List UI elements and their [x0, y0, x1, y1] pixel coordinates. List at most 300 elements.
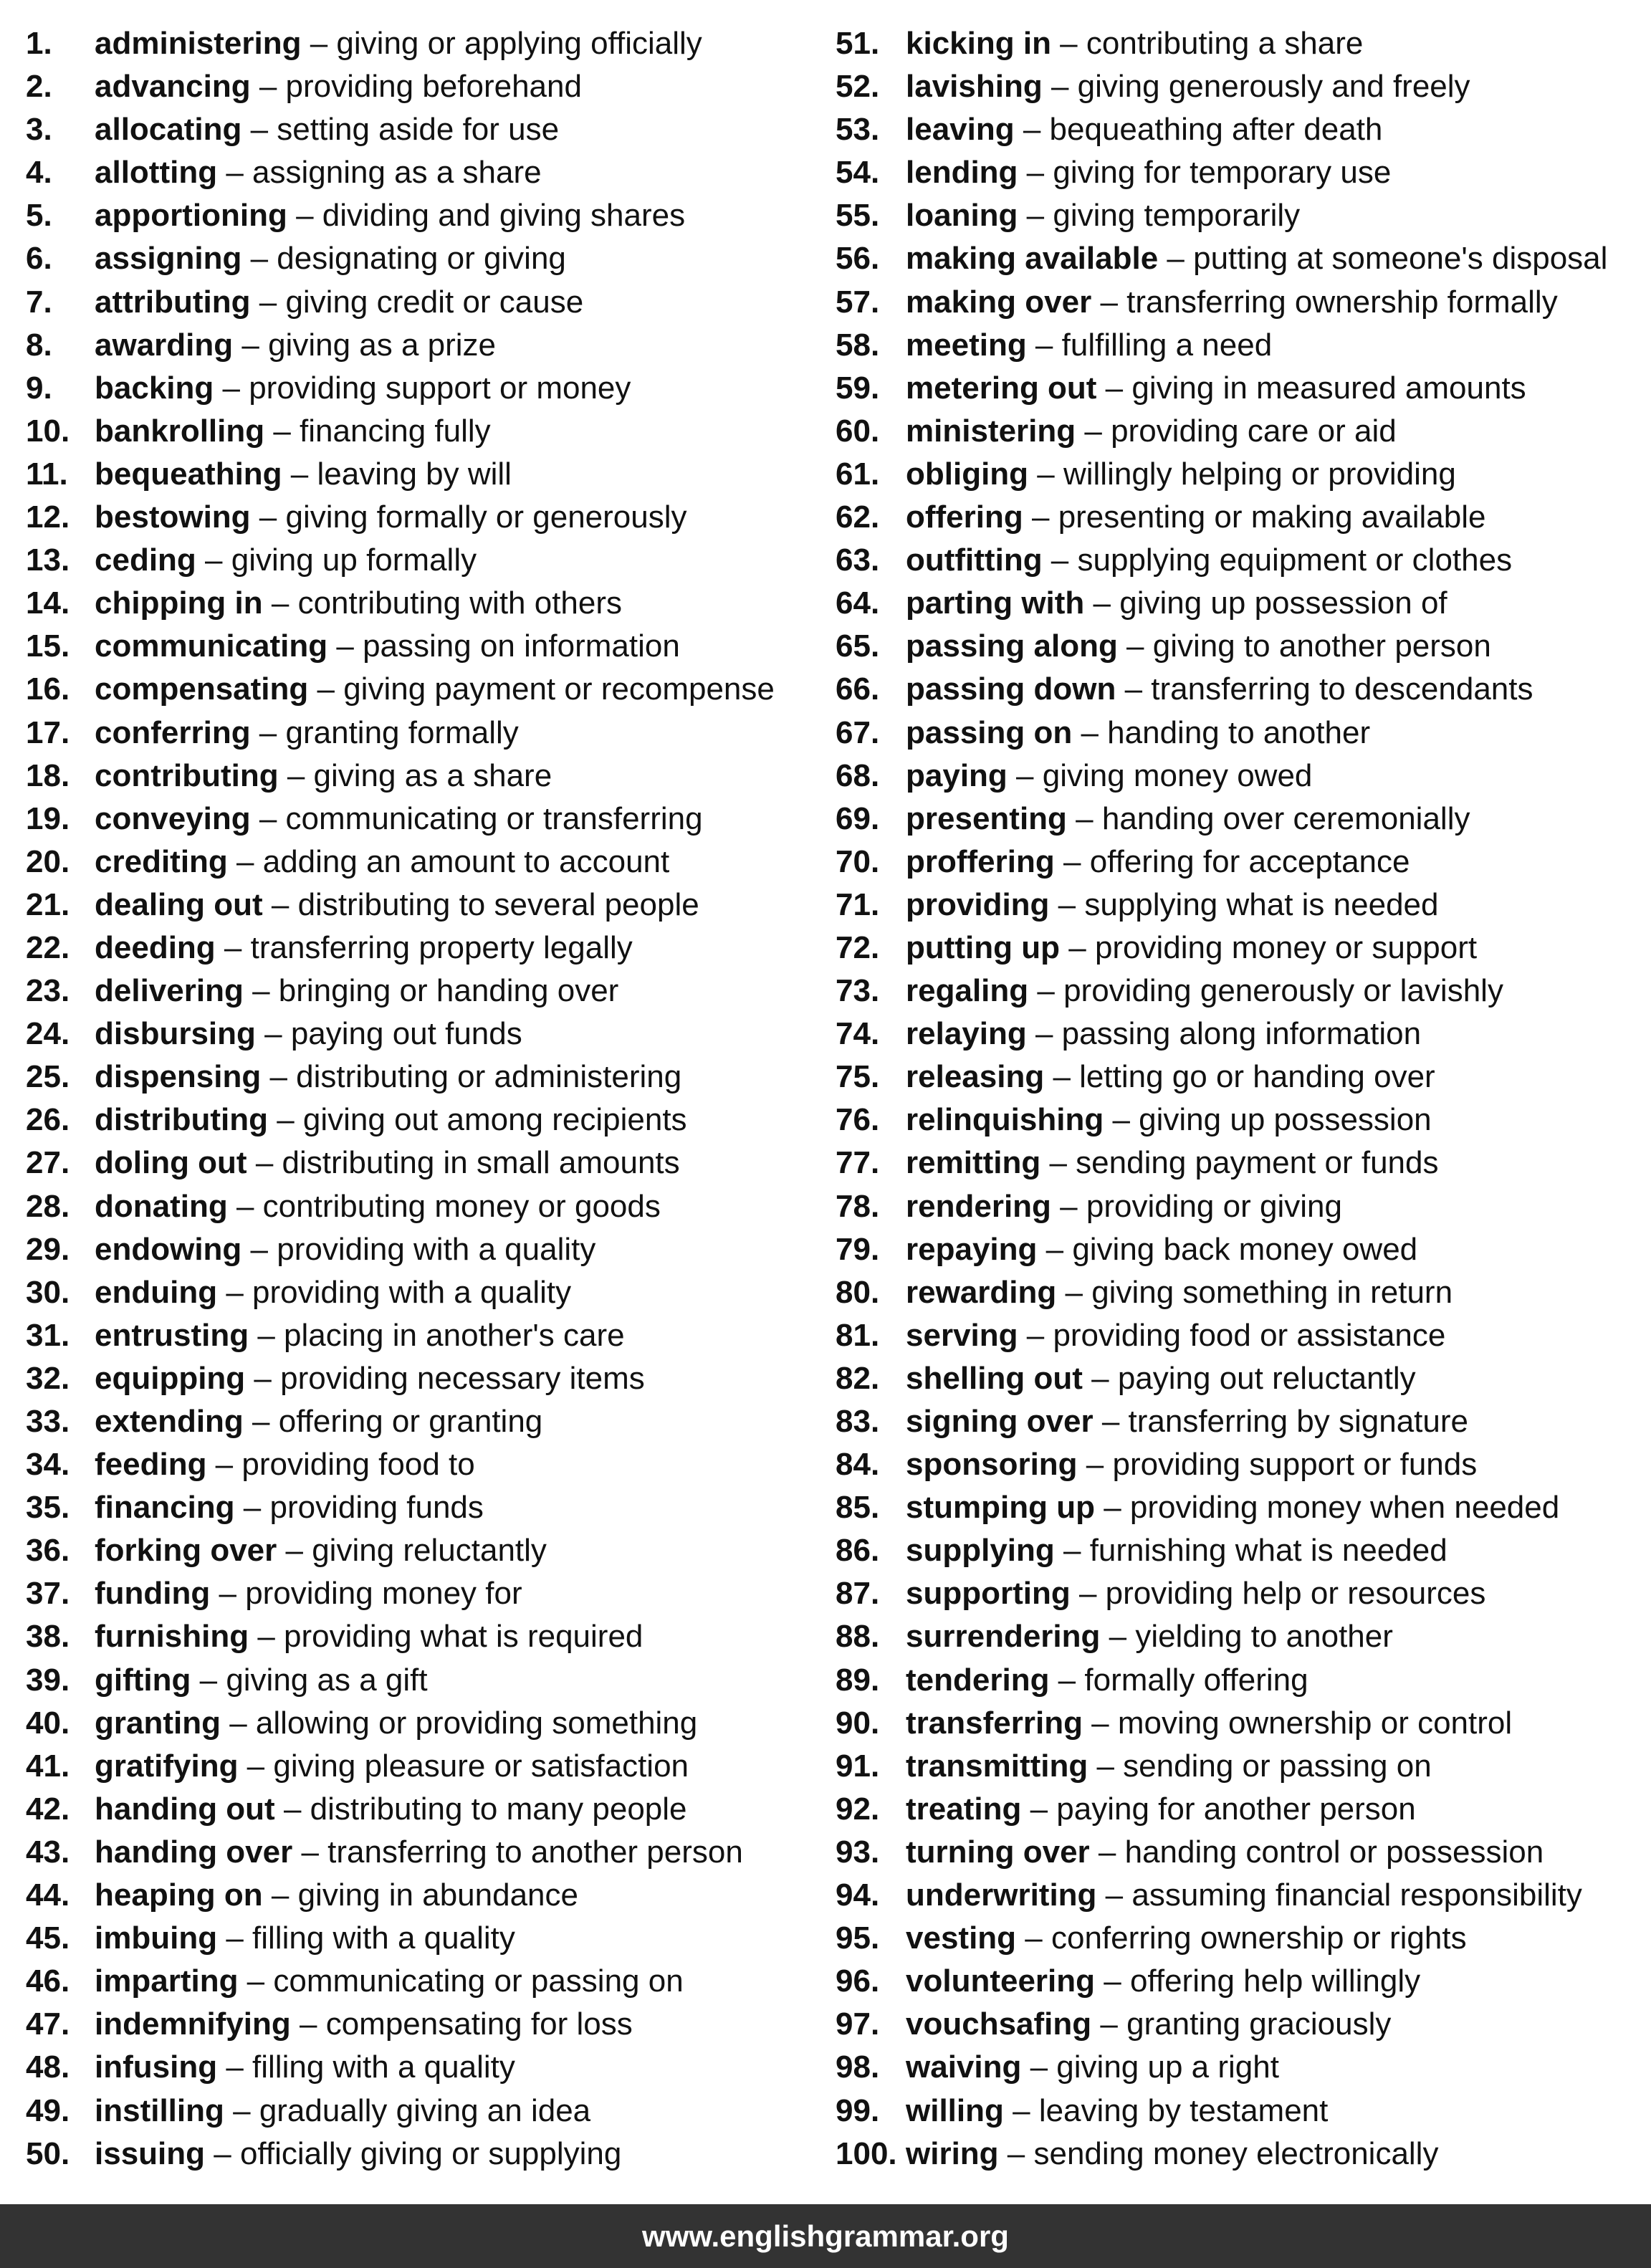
entry-number: 83. [836, 1404, 880, 1439]
entry-definition: handing control or possession [1124, 1834, 1544, 1870]
entry-definition: distributing to several people [297, 886, 699, 922]
entry-definition: officially giving or supplying [239, 2135, 622, 2171]
entry-separator: – [1056, 1274, 1092, 1310]
entry-definition: filling with a quality [252, 2049, 515, 2085]
entry-number: 31. [26, 1317, 70, 1353]
list-item [836, 2090, 1642, 2133]
list-item [836, 151, 1642, 194]
entry-term: putting up [906, 929, 1061, 965]
entry-term: regaling [906, 973, 1029, 1009]
entry-term: lavishing [906, 69, 1043, 105]
entry-number: 78. [836, 1188, 880, 1224]
entry-number: 49. [26, 2092, 70, 2128]
entry-separator: – [1051, 26, 1086, 61]
entry-number: 81. [836, 1317, 880, 1353]
entry-number: 86. [836, 1533, 880, 1569]
entry-definition: contributing a share [1086, 26, 1364, 61]
entry-term: distributing [95, 1102, 268, 1138]
entry-number: 48. [26, 2049, 70, 2085]
entry-term: doling out [95, 1145, 247, 1181]
entry-separator: – [282, 456, 317, 492]
list-item [26, 237, 821, 280]
entry-definition: conferring ownership or rights [1051, 1920, 1467, 1956]
list-item [26, 65, 821, 108]
entry-term: rendering [906, 1188, 1051, 1224]
entry-separator: – [274, 1791, 310, 1827]
entry-term: repaying [906, 1231, 1038, 1267]
entry-number: 93. [836, 1834, 880, 1870]
entry-separator: – [1096, 370, 1132, 406]
entry-separator: – [1076, 413, 1111, 449]
word-list-left-column [26, 22, 821, 2176]
entry-separator: – [1016, 1920, 1051, 1956]
entry-number: 39. [26, 1662, 70, 1698]
entry-definition: providing funds [269, 1490, 484, 1526]
entry-term: dispensing [95, 1059, 262, 1095]
entry-number: 14. [26, 585, 70, 621]
list-item [26, 755, 821, 798]
entry-separator: – [241, 112, 277, 148]
entry-definition: providing support or money [249, 370, 631, 406]
entry-definition: transferring to another person [327, 1834, 743, 1870]
entry-term: metering out [906, 370, 1097, 406]
entry-separator: – [250, 800, 286, 836]
entry-separator: – [308, 671, 344, 707]
entry-separator: – [1051, 1188, 1086, 1224]
entry-separator: – [250, 284, 286, 320]
entry-number: 61. [836, 456, 880, 492]
entry-term: infusing [95, 2049, 218, 2085]
list-item [836, 1486, 1642, 1529]
entry-number: 21. [26, 886, 70, 922]
entry-definition: giving generously and freely [1077, 69, 1470, 105]
entry-separator: – [1023, 499, 1058, 535]
entry-term: conveying [95, 800, 251, 836]
list-item [26, 1659, 821, 1702]
entry-separator: – [206, 1447, 242, 1483]
entry-number: 38. [26, 1619, 70, 1655]
list-item [26, 1443, 821, 1486]
entry-term: instilling [95, 2092, 224, 2128]
entry-term: proffering [906, 843, 1055, 879]
entry-number: 34. [26, 1447, 70, 1483]
entry-separator: – [267, 1102, 303, 1138]
list-item [26, 712, 821, 755]
list-item [26, 2133, 821, 2176]
entry-term: stumping up [906, 1490, 1095, 1526]
list-item [26, 1142, 821, 1185]
entry-separator: – [247, 1145, 282, 1181]
entry-definition: presenting or making available [1058, 499, 1486, 535]
list-item [26, 2046, 821, 2089]
entry-definition: furnishing what is needed [1089, 1533, 1447, 1569]
list-item [26, 1960, 821, 2003]
list-item [836, 2046, 1642, 2089]
list-item [26, 625, 821, 668]
entry-separator: – [1026, 327, 1062, 363]
entry-separator: – [1049, 1662, 1085, 1698]
entry-definition: bringing or handing over [278, 973, 619, 1009]
entry-term: feeding [95, 1447, 207, 1483]
list-item [836, 1615, 1642, 1658]
entry-term: compensating [95, 671, 309, 707]
list-item [26, 1831, 821, 1874]
footer-bar [0, 2204, 1651, 2268]
entry-number: 8. [26, 327, 52, 363]
entry-definition: giving up a right [1056, 2049, 1279, 2085]
list-item [26, 1788, 821, 1831]
list-item [836, 496, 1642, 539]
entry-number: 57. [836, 284, 880, 320]
list-item [26, 1874, 821, 1917]
entry-definition: sending money electronically [1033, 2135, 1439, 2171]
entry-term: supplying [906, 1533, 1055, 1569]
entry-term: offering [906, 499, 1023, 535]
list-item [26, 1702, 821, 1745]
list-item [836, 108, 1642, 151]
entry-number: 28. [26, 1188, 70, 1224]
entry-number: 90. [836, 1705, 880, 1741]
entry-separator: – [262, 585, 298, 621]
entry-separator: – [217, 2049, 253, 2085]
entry-number: 19. [26, 800, 70, 836]
entry-definition: supplying what is needed [1084, 886, 1439, 922]
list-item [836, 1443, 1642, 1486]
entry-number: 59. [836, 370, 880, 406]
list-item [26, 151, 821, 194]
entry-separator: – [1054, 1533, 1090, 1569]
entry-separator: – [1042, 542, 1078, 578]
entry-definition: assigning as a share [252, 155, 542, 191]
entry-term: releasing [906, 1059, 1045, 1095]
entry-number: 97. [836, 2006, 880, 2042]
entry-separator: – [261, 1059, 297, 1095]
list-item [836, 1228, 1642, 1271]
entry-separator: – [1040, 1145, 1076, 1181]
entry-definition: transferring ownership formally [1126, 284, 1558, 320]
entry-term: transmitting [906, 1748, 1088, 1784]
entry-number: 98. [836, 2049, 880, 2085]
list-item [26, 1013, 821, 1056]
entry-definition: transferring property legally [250, 929, 633, 965]
entry-number: 85. [836, 1490, 880, 1526]
entry-number: 3. [26, 112, 52, 148]
entry-number: 68. [836, 757, 880, 793]
entry-term: gifting [95, 1662, 191, 1698]
entry-separator: – [205, 2135, 240, 2171]
entry-separator: – [241, 1231, 277, 1267]
entry-number: 40. [26, 1705, 70, 1741]
entry-number: 32. [26, 1360, 70, 1396]
entry-term: vesting [906, 1920, 1017, 1956]
entry-number: 69. [836, 800, 880, 836]
entry-separator: – [1117, 628, 1153, 664]
entry-number: 73. [836, 973, 880, 1009]
list-item [26, 2003, 821, 2046]
entry-number: 6. [26, 241, 52, 277]
entry-number: 42. [26, 1791, 70, 1827]
entry-definition: contributing with others [297, 585, 623, 621]
entry-term: furnishing [95, 1619, 249, 1655]
entry-number: 67. [836, 714, 880, 750]
entry-term: ministering [906, 413, 1076, 449]
entry-term: vouchsafing [906, 2006, 1092, 2042]
entry-number: 62. [836, 499, 880, 535]
entry-number: 10. [26, 413, 70, 449]
entry-number: 58. [836, 327, 880, 363]
entry-separator: – [1054, 843, 1090, 879]
list-item [26, 496, 821, 539]
entry-definition: passing along information [1061, 1016, 1422, 1052]
entry-number: 96. [836, 1963, 880, 1999]
entry-definition: paying for another person [1056, 1791, 1416, 1827]
entry-separator: – [1089, 1834, 1125, 1870]
entry-separator: – [287, 198, 322, 234]
entry-term: indemnifying [95, 2006, 291, 2042]
list-item [836, 712, 1642, 755]
entry-number: 65. [836, 628, 880, 664]
entry-number: 87. [836, 1576, 880, 1612]
entry-separator: – [1018, 198, 1053, 234]
entry-number: 24. [26, 1016, 70, 1052]
list-item [26, 453, 821, 496]
entry-term: wiring [906, 2135, 999, 2171]
entry-separator: – [1091, 2006, 1127, 2042]
entry-term: bequeathing [95, 456, 282, 492]
entry-definition: providing beforehand [285, 69, 582, 105]
entry-term: kicking in [906, 26, 1051, 61]
entry-term: waiving [906, 2049, 1022, 2085]
entry-term: contributing [95, 757, 279, 793]
entry-separator: – [998, 2135, 1034, 2171]
entry-definition: giving for temporary use [1053, 155, 1392, 191]
entry-definition: paying out funds [290, 1016, 522, 1052]
entry-term: dealing out [95, 886, 263, 922]
list-item [26, 1400, 821, 1443]
entry-term: entrusting [95, 1317, 249, 1353]
footer-website: www.englishgrammar.org [642, 2219, 1009, 2253]
entry-separator: – [1042, 69, 1078, 105]
entry-definition: bequeathing after death [1049, 112, 1383, 148]
entry-separator: – [1021, 1791, 1057, 1827]
entry-definition: gradually giving an idea [259, 2092, 591, 2128]
entry-definition: giving something in return [1091, 1274, 1453, 1310]
entry-separator: – [250, 714, 286, 750]
entry-separator: – [1021, 2049, 1057, 2085]
entry-separator: – [233, 327, 269, 363]
entry-term: supporting [906, 1576, 1071, 1612]
entry-term: meeting [906, 327, 1027, 363]
list-item [836, 1917, 1642, 1960]
entry-separator: – [214, 370, 249, 406]
entry-definition: paying out reluctantly [1117, 1360, 1416, 1396]
entry-separator: – [1037, 1231, 1073, 1267]
entry-definition: transferring by signature [1128, 1404, 1468, 1439]
entry-term: financing [95, 1490, 235, 1526]
entry-definition: providing help or resources [1105, 1576, 1486, 1612]
list-item [26, 1529, 821, 1572]
entry-number: 77. [836, 1145, 880, 1181]
entry-definition: giving up possession of [1119, 585, 1447, 621]
entry-definition: giving money owed [1042, 757, 1313, 793]
list-item [836, 281, 1642, 324]
entry-separator: – [278, 757, 314, 793]
entry-term: outfitting [906, 542, 1043, 578]
entry-separator: – [1070, 1576, 1106, 1612]
entry-definition: placing in another's care [284, 1317, 625, 1353]
entry-separator: – [245, 1360, 281, 1396]
entry-term: apportioning [95, 198, 287, 234]
entry-definition: giving up formally [231, 542, 477, 578]
entry-definition: offering help willingly [1129, 1963, 1421, 1999]
entry-number: 75. [836, 1059, 880, 1095]
entry-number: 12. [26, 499, 70, 535]
entry-separator: – [1007, 757, 1043, 793]
entry-separator: – [1018, 155, 1053, 191]
entry-number: 71. [836, 886, 880, 922]
entry-term: gratifying [95, 1748, 239, 1784]
list-item [26, 1357, 821, 1400]
entry-number: 92. [836, 1791, 880, 1827]
entry-number: 11. [26, 456, 68, 492]
entry-term: making over [906, 284, 1092, 320]
entry-number: 9. [26, 370, 52, 406]
entry-number: 63. [836, 542, 880, 578]
entry-number: 43. [26, 1834, 70, 1870]
entry-definition: designating or giving [277, 241, 566, 277]
list-item [836, 1357, 1642, 1400]
list-item [836, 22, 1642, 65]
entry-term: handing over [95, 1834, 293, 1870]
entry-number: 36. [26, 1533, 70, 1569]
entry-number: 44. [26, 1877, 70, 1913]
entry-definition: setting aside for use [277, 112, 560, 148]
entry-term: volunteering [906, 1963, 1096, 1999]
entry-number: 55. [836, 198, 880, 234]
entry-separator: – [1082, 1705, 1118, 1741]
entry-separator: – [1028, 973, 1064, 1009]
entry-definition: providing support or funds [1112, 1447, 1478, 1483]
entry-number: 30. [26, 1274, 70, 1310]
entry-term: donating [95, 1188, 228, 1224]
list-item [836, 1960, 1642, 2003]
entry-definition: giving temporarily [1053, 198, 1301, 234]
entry-separator: – [191, 1662, 226, 1698]
entry-term: making available [906, 241, 1159, 277]
entry-separator: – [217, 1920, 253, 1956]
entry-separator: – [249, 1317, 284, 1353]
entry-definition: providing food to [241, 1447, 475, 1483]
entry-term: equipping [95, 1360, 246, 1396]
entry-term: transferring [906, 1705, 1083, 1741]
entry-separator: – [215, 929, 251, 965]
entry-definition: supplying equipment or clothes [1077, 542, 1513, 578]
entry-separator: – [1100, 1619, 1136, 1655]
entry-term: awarding [95, 327, 234, 363]
entry-term: heaping on [95, 1877, 263, 1913]
entry-separator: – [196, 542, 231, 578]
entry-definition: compensating for loss [325, 2006, 633, 2042]
entry-number: 64. [836, 585, 880, 621]
entry-number: 2. [26, 69, 52, 105]
entry-term: willing [906, 2092, 1004, 2128]
entry-number: 7. [26, 284, 52, 320]
entry-separator: – [1044, 1059, 1080, 1095]
list-item [836, 798, 1642, 841]
list-item [836, 1874, 1642, 1917]
list-item [836, 237, 1642, 280]
entry-term: treating [906, 1791, 1022, 1827]
list-item [836, 410, 1642, 453]
entry-term: shelling out [906, 1360, 1083, 1396]
entry-definition: giving out among recipients [302, 1102, 687, 1138]
list-item [26, 798, 821, 841]
entry-definition: filling with a quality [252, 1920, 515, 1956]
list-item [836, 1013, 1642, 1056]
entry-number: 54. [836, 155, 880, 191]
entry-separator: – [249, 1619, 284, 1655]
entry-term: remitting [906, 1145, 1041, 1181]
entry-number: 18. [26, 757, 70, 793]
entry-definition: giving up possession [1139, 1102, 1432, 1138]
list-item [26, 668, 821, 711]
entry-number: 53. [836, 112, 880, 148]
list-item [26, 1056, 821, 1099]
list-item [26, 1615, 821, 1658]
entry-separator: – [290, 2006, 326, 2042]
list-item [836, 1572, 1642, 1615]
entry-definition: giving credit or cause [285, 284, 584, 320]
list-item [26, 1572, 821, 1615]
list-item [26, 194, 821, 237]
entry-separator: – [250, 499, 286, 535]
entry-definition: sending or passing on [1123, 1748, 1432, 1784]
entry-separator: – [255, 1016, 291, 1052]
entry-term: ceding [95, 542, 196, 578]
entry-separator: – [1084, 585, 1120, 621]
list-item [26, 539, 821, 582]
entry-definition: providing care or aid [1111, 413, 1397, 449]
entry-term: assigning [95, 241, 242, 277]
entry-number: 35. [26, 1490, 70, 1526]
entry-separator: – [1096, 1877, 1132, 1913]
list-item [26, 22, 821, 65]
entry-separator: – [1014, 112, 1050, 148]
entry-term: attributing [95, 284, 251, 320]
entry-separator: – [1104, 1102, 1139, 1138]
entry-term: signing over [906, 1404, 1094, 1439]
entry-definition: communicating or transferring [285, 800, 703, 836]
entry-definition: dividing and giving shares [322, 198, 686, 234]
entry-separator: – [241, 241, 277, 277]
entry-number: 17. [26, 714, 70, 750]
entry-number: 60. [836, 413, 880, 449]
entry-separator: – [277, 1533, 312, 1569]
entry-term: serving [906, 1317, 1018, 1353]
entry-separator: – [292, 1834, 328, 1870]
entry-definition: giving formally or generously [285, 499, 687, 535]
entry-term: passing down [906, 671, 1116, 707]
entry-number: 41. [26, 1748, 70, 1784]
entry-separator: – [1082, 1360, 1118, 1396]
entry-number: 95. [836, 1920, 880, 1956]
entry-number: 15. [26, 628, 70, 664]
entry-definition: providing what is required [284, 1619, 643, 1655]
list-item [26, 1486, 821, 1529]
list-item [836, 65, 1642, 108]
list-item [26, 1271, 821, 1314]
entry-term: leaving [906, 112, 1015, 148]
